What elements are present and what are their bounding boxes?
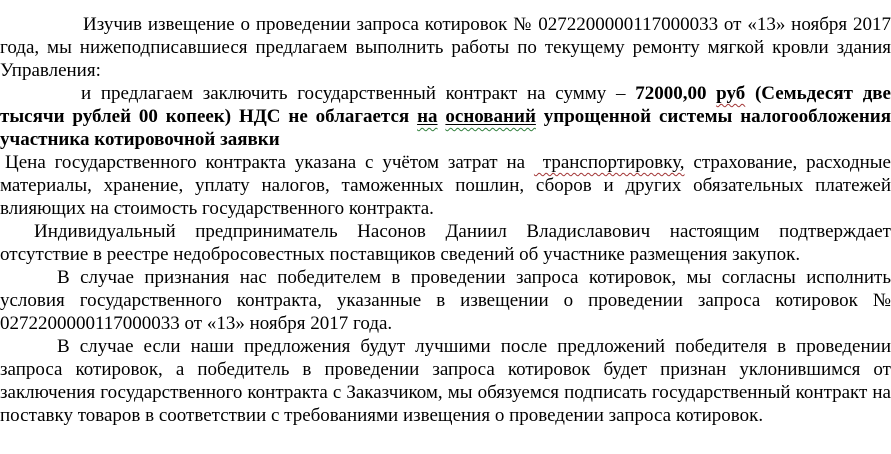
paragraph-winner-agreement: В случае признания нас победителем в проведении запроса котировок, мы согласны исполнить условия государственного контракта, указанные в извещении о проведении запроса котировок № 0272200000117000033 от «13» ноября 2017 года. — [0, 267, 891, 334]
contract-amount: 72000,00 — [635, 83, 717, 104]
spellcheck-word-rub: руб — [716, 83, 746, 104]
offer-lead-text: и предлагаем заключить государственный контракт на сумму – — [81, 83, 636, 104]
price-lead-text: Цена государственного контракта указана с учётом затрат на — [5, 152, 534, 173]
grammar-word-na: на — [417, 106, 438, 127]
paragraph-notice-review: Изучив извещение о проведении запроса котировок № 0272200000117000033 от «13» ноября 2017 года, мы нижеподписавшиеся предлагаем выполнить работы по текущему ремонту мягкой кровли здания Управления: — [0, 14, 891, 81]
paragraph-supplier-declaration: Индивидуальный предприниматель Насонов Даниил Владиславович настоящим подтверждает отсутствие в реестре недобросовестных поставщиков сведений об участнике размещения закупок. — [0, 221, 891, 265]
paragraph-runnerup-obligation: В случае если наши предложения будут лучшими после предложений победителя в проведении запроса котировок, а победитель в проведении запроса котировок будет признан уклонившимся от заключения государственного контракта с Заказчиком, мы обязуемся подписать государственный контракт на поставку товаров в соответствии с требованиями извещения о проведении запроса котировок. — [0, 336, 891, 426]
tax-system-text: упрощенной системы налогообложения участника котировочной заявки — [0, 106, 891, 150]
paragraph-price-includes — [0, 151, 891, 220]
amount-in-words: (Семьдесят две тысячи рублей 00 копеек) НДС не облагается — [0, 83, 891, 127]
price-tail-text: страхование, расходные материалы, хранение, уплату налогов, таможенных пошлин, сборов и других обязательных платежей влияющих на стоимость государственного контракта. — [0, 152, 891, 219]
spellcheck-word-transportirovku: транспортировку, — [533, 152, 685, 173]
paragraph-contract-offer — [0, 82, 891, 151]
grammar-word-osnovaniy: оснований — [445, 106, 536, 127]
